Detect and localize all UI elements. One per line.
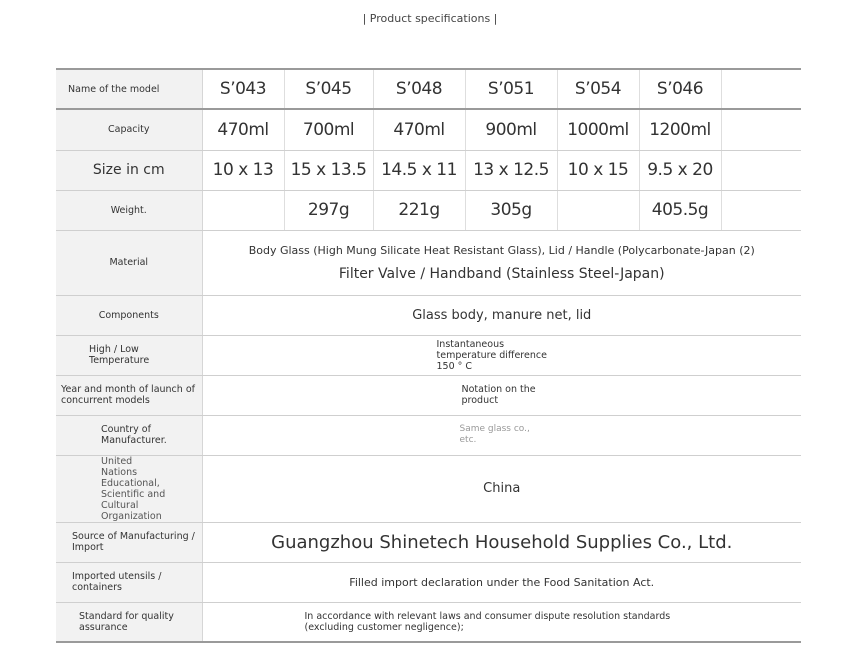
model-cell: S’051 bbox=[465, 69, 557, 109]
capacity-cell: 470ml bbox=[373, 109, 465, 150]
weight-cell bbox=[202, 190, 284, 230]
table-row-source bbox=[56, 522, 801, 562]
imported-cell: Filled import declaration under the Food Sanitation Act. bbox=[202, 562, 801, 602]
country-overflow-label: United Nations Educational, Scientific and Cultural Organization bbox=[56, 455, 202, 522]
table-row-size bbox=[56, 150, 801, 190]
material-cell bbox=[202, 230, 801, 295]
table-row-weight bbox=[56, 190, 801, 230]
imported-label: Imported utensils / containers bbox=[56, 562, 202, 602]
spec-table bbox=[56, 68, 801, 643]
table-row-country bbox=[56, 415, 801, 455]
launch-label: Year and month of launch of concurrent models bbox=[56, 375, 202, 415]
weight-cell: 221g bbox=[373, 190, 465, 230]
table-row-capacity bbox=[56, 109, 801, 150]
temperature-cell: Instantaneous temperature difference 150 ° C bbox=[202, 335, 801, 375]
model-cell: S’046 bbox=[639, 69, 721, 109]
temperature-label: High / Low Temperature bbox=[56, 335, 202, 375]
country-label: Country of Manufacturer. bbox=[56, 415, 202, 455]
country-cell: Same glass co., etc. bbox=[202, 415, 801, 455]
table-row-material bbox=[56, 230, 801, 295]
table-row-imported bbox=[56, 562, 801, 602]
size-cell: 15 x 13.5 bbox=[284, 150, 373, 190]
size-label: Size in cm bbox=[56, 150, 202, 190]
weight-cell: 297g bbox=[284, 190, 373, 230]
size-cell: 14.5 x 11 bbox=[373, 150, 465, 190]
model-cell: S’045 bbox=[284, 69, 373, 109]
quality-label: Standard for quality assurance bbox=[56, 602, 202, 642]
quality-cell: In accordance with relevant laws and consumer dispute resolution standards (excluding customer negligence); bbox=[202, 602, 801, 642]
table-row-temperature bbox=[56, 335, 801, 375]
table-row-model bbox=[56, 69, 801, 109]
table-row-launch bbox=[56, 375, 801, 415]
weight-cell: 305g bbox=[465, 190, 557, 230]
material-line-2: Filter Valve / Handband (Stainless Steel-Japan) bbox=[338, 265, 665, 282]
capacity-label: Capacity bbox=[56, 109, 202, 150]
empty-cell bbox=[721, 109, 801, 150]
empty-cell bbox=[721, 190, 801, 230]
capacity-cell: 1200ml bbox=[639, 109, 721, 150]
model-cell: S’043 bbox=[202, 69, 284, 109]
model-label: Name of the model bbox=[56, 69, 202, 109]
source-cell: Guangzhou Shinetech Household Supplies Co., Ltd. bbox=[202, 522, 801, 562]
table-row-china bbox=[56, 455, 801, 522]
material-line-1: Body Glass (High Mung Silicate Heat Resistant Glass), Lid / Handle (Polycarbonate-Japan (2) bbox=[248, 243, 755, 257]
weight-cell: 405.5g bbox=[639, 190, 721, 230]
launch-cell: Notation on the product bbox=[202, 375, 801, 415]
capacity-cell: 1000ml bbox=[557, 109, 639, 150]
components-cell: Glass body, manure net, lid bbox=[202, 295, 801, 335]
source-label: Source of Manufacturing / Import bbox=[56, 522, 202, 562]
model-cell: S’054 bbox=[557, 69, 639, 109]
capacity-cell: 470ml bbox=[202, 109, 284, 150]
weight-label: Weight. bbox=[56, 190, 202, 230]
table-row-components bbox=[56, 295, 801, 335]
weight-cell bbox=[557, 190, 639, 230]
capacity-cell: 900ml bbox=[465, 109, 557, 150]
page-title: | Product specifications | bbox=[362, 12, 498, 25]
model-cell: S’048 bbox=[373, 69, 465, 109]
size-cell: 10 x 15 bbox=[557, 150, 639, 190]
china-cell: China bbox=[202, 455, 801, 522]
size-cell: 10 x 13 bbox=[202, 150, 284, 190]
size-cell: 9.5 x 20 bbox=[639, 150, 721, 190]
table-row-quality bbox=[56, 602, 801, 642]
components-label: Components bbox=[56, 295, 202, 335]
empty-cell bbox=[721, 150, 801, 190]
empty-cell bbox=[721, 69, 801, 109]
size-cell: 13 x 12.5 bbox=[465, 150, 557, 190]
capacity-cell: 700ml bbox=[284, 109, 373, 150]
material-label: Material bbox=[56, 230, 202, 295]
